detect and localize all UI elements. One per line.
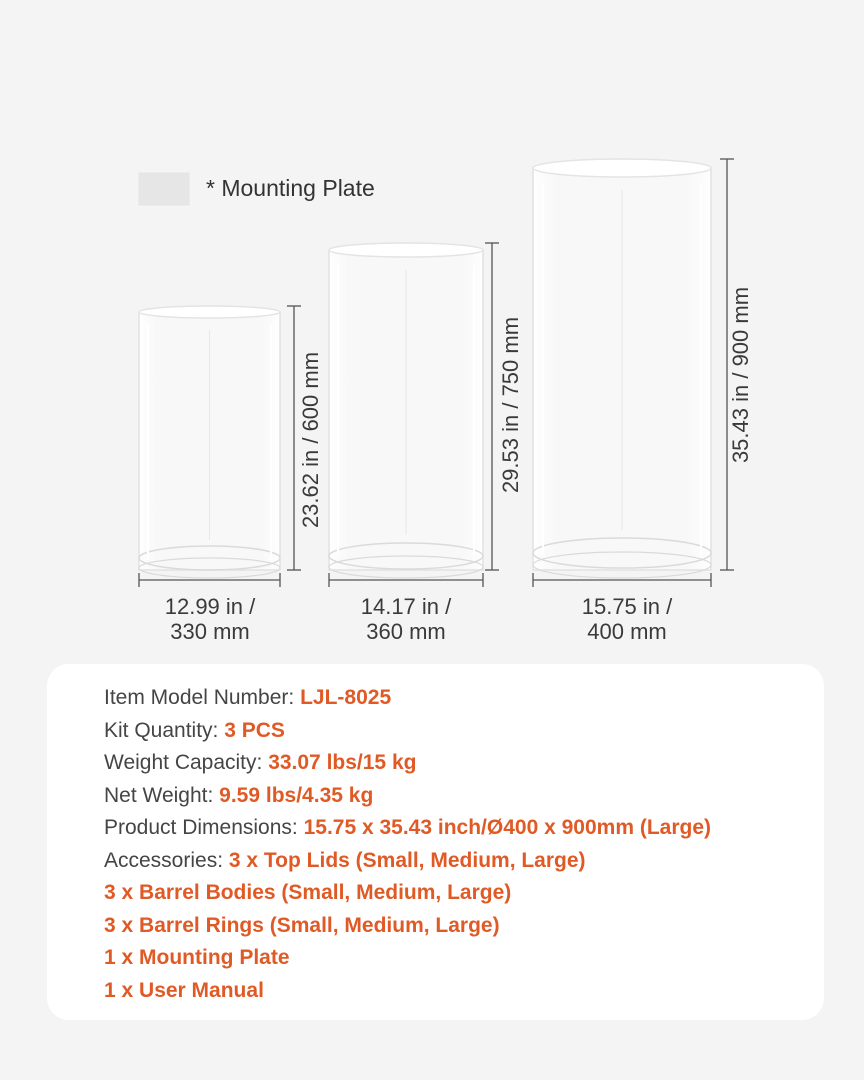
spec-accessories: Accessories: 3 x Top Lids (Small, Medium, Large) (104, 848, 586, 872)
small-height-label: 23.62 in / 600 mm (298, 351, 323, 529)
spec-net-weight: Net Weight: 9.59 lbs/4.35 kg (104, 783, 374, 807)
cylinder-medium (329, 243, 483, 578)
spec-accessory-item: 3 x Barrel Rings (Small, Medium, Large) (104, 913, 500, 937)
specifications-card (47, 664, 824, 1020)
spec-list (104, 682, 804, 1007)
large-height-label: 35.43 in / 900 mm (728, 286, 753, 464)
spec-model: Item Model Number: LJL-8025 (104, 686, 392, 709)
spec-quantity: Kit Quantity: 3 PCS (104, 718, 285, 742)
cylinder-small (139, 306, 280, 578)
mounting-plate-legend: * Mounting Plate (206, 175, 375, 201)
small-width-label: 12.99 in / 330 mm (164, 594, 256, 644)
medium-height-label: 29.53 in / 750 mm (498, 316, 523, 494)
mounting-plate-swatch (138, 172, 190, 206)
spec-accessory-item: 1 x User Manual (104, 978, 264, 1002)
spec-dimensions: Product Dimensions: 15.75 x 35.43 inch/Ø400 x 900mm (Large) (104, 816, 711, 839)
medium-width-label: 14.17 in / 360 mm (360, 594, 452, 644)
spec-accessory-item: 3 x Barrel Bodies (Small, Medium, Large) (104, 881, 512, 904)
spec-accessory-item: 1 x Mounting Plate (104, 946, 290, 969)
spec-capacity: Weight Capacity: 33.07 lbs/15 kg (104, 751, 417, 774)
cylinder-large (533, 159, 711, 578)
large-width-label: 15.75 in / 400 mm (581, 594, 673, 644)
